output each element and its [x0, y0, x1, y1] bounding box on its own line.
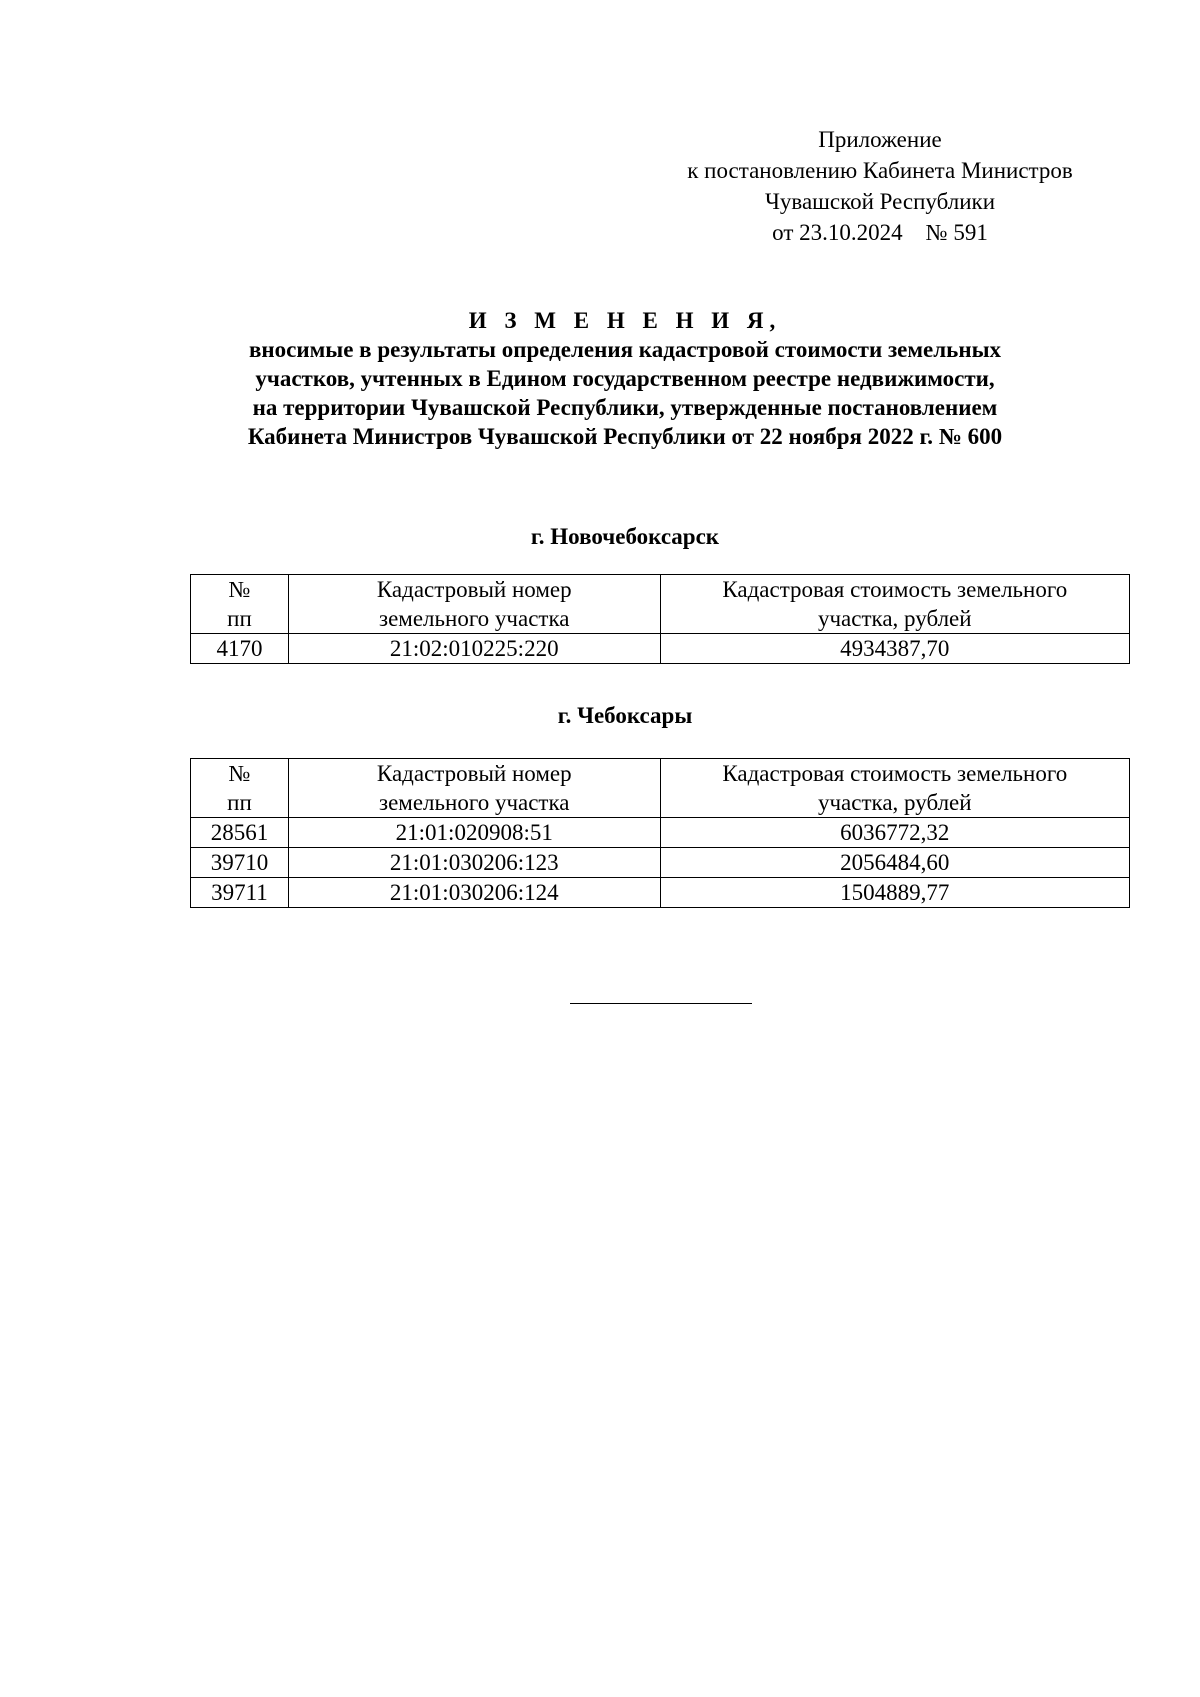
cadastral-table-novocheboksarsk — [190, 574, 1130, 664]
section-heading-novocheboksarsk: г. Новочебоксарск — [530, 524, 720, 549]
cadastral-table-cheboksary — [190, 758, 1130, 908]
section-heading-cheboksary: г. Чебоксары — [557, 703, 693, 728]
title-line: участков, учтенных в Едином государственном реестре недвижимости, — [255, 366, 995, 391]
row-cadastral-number: 21:01:030206:123 — [288, 848, 660, 878]
header-cadastral-number: Кадастровый номер земельного участка — [288, 759, 660, 818]
document-title — [190, 306, 1060, 451]
appendix-date-number: от 23.10.2024 № 591 — [772, 220, 988, 245]
header-number: № пп — [191, 575, 289, 634]
title-line: на территории Чувашской Республики, утвержденные постановлением — [252, 395, 998, 420]
header-cadastral-value: Кадастровая стоимость земельного участка, рублей — [660, 575, 1129, 634]
header-cadastral-value: Кадастровая стоимость земельного участка, рублей — [660, 759, 1129, 818]
row-number: 4170 — [191, 634, 289, 664]
row-cadastral-number: 21:01:030206:124 — [288, 878, 660, 908]
row-cadastral-value: 2056484,60 — [660, 848, 1129, 878]
table-header-row — [191, 575, 1130, 634]
appendix-republic: Чувашской Республики — [764, 189, 996, 214]
row-cadastral-number: 21:02:010225:220 — [288, 634, 660, 664]
title-line: Кабинета Министров Чувашской Республики от 22 ноября 2022 г. № 600 — [247, 424, 1003, 449]
row-number: 39711 — [191, 878, 289, 908]
table-row — [191, 818, 1130, 848]
row-cadastral-value: 1504889,77 — [660, 878, 1129, 908]
appendix-label: Приложение — [818, 127, 942, 152]
row-cadastral-number: 21:01:020908:51 — [288, 818, 660, 848]
header-cadastral-number: Кадастровый номер земельного участка — [288, 575, 660, 634]
end-divider — [570, 1003, 752, 1004]
appendix-resolution-ref: к постановлению Кабинета Министров — [687, 158, 1073, 183]
table-row — [191, 634, 1130, 664]
row-number: 28561 — [191, 818, 289, 848]
row-cadastral-value: 4934387,70 — [660, 634, 1129, 664]
table-header-row — [191, 759, 1130, 818]
table-row — [191, 848, 1130, 878]
appendix-block — [660, 124, 1100, 248]
table-row — [191, 878, 1130, 908]
title-main: И З М Е Н Е Н И Я, — [468, 308, 782, 333]
header-number: № пп — [191, 759, 289, 818]
row-number: 39710 — [191, 848, 289, 878]
row-cadastral-value: 6036772,32 — [660, 818, 1129, 848]
title-line: вносимые в результаты определения кадастровой стоимости земельных — [248, 337, 1002, 362]
